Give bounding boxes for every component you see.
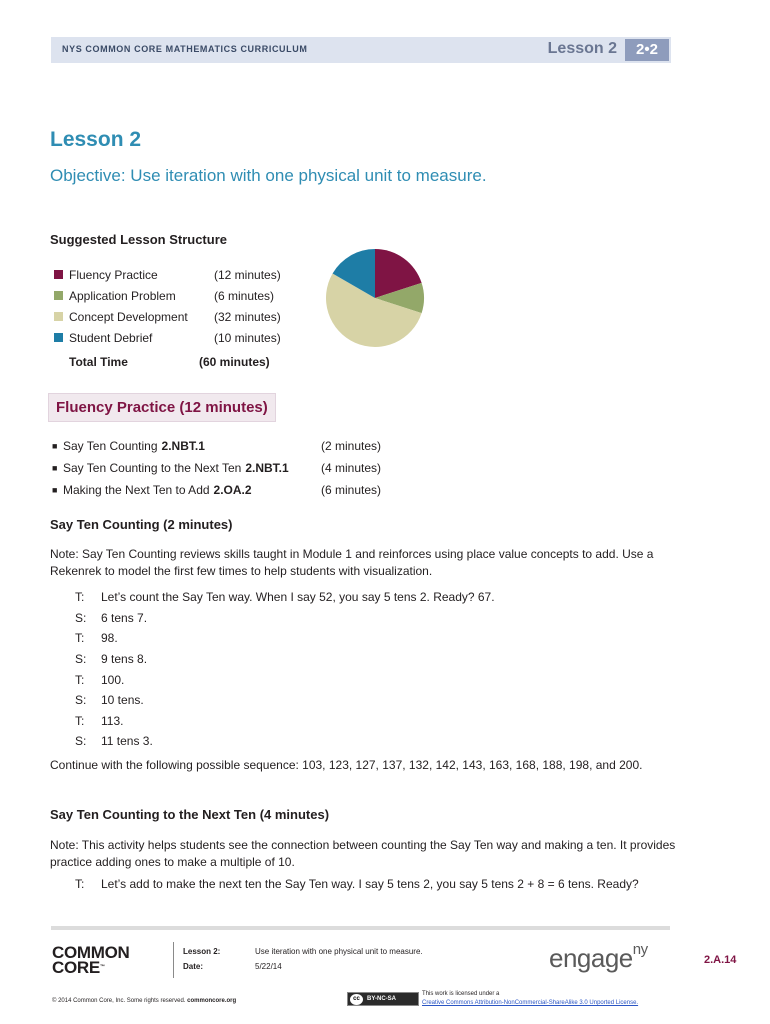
dialog-text: 10 tens. [101,693,144,708]
copyright-site: commoncore.org [187,998,237,1004]
activity-name: Say Ten Counting [63,439,158,453]
structure-item-name: Concept Development [69,309,188,324]
dialog-speaker: S: [75,652,87,667]
activity-standard: 2.NBT.1 [245,461,289,475]
activity-time: (6 minutes) [321,483,382,497]
logo-line: COMMON [52,943,130,962]
dialog-speaker: T: [75,631,85,646]
structure-total-row [54,351,304,372]
cc-icon: cc [350,994,363,1005]
footer-divider [51,926,670,930]
activity-standard: 2.NBT.1 [161,439,205,453]
legend-swatch [54,312,63,321]
license-notice [422,990,638,1008]
legend-swatch [54,291,63,300]
dialog-speaker: T: [75,713,85,728]
structure-item-time: (12 minutes) [214,267,281,282]
dialog-text: 100. [101,672,125,687]
next-ten-note: Note: This activity helps students see the connection between counting the Say Ten way and making a ten. It provides practice adding ones to make a multiple of 10. [50,838,676,869]
say-ten-dialog [75,587,685,752]
logo-trademark: ™ [99,964,105,970]
dialog-speaker: S: [75,734,87,749]
total-time-value: (60 minutes) [199,354,270,369]
creative-commons-badge[interactable] [347,992,419,1006]
dialog-line [75,711,685,732]
dialog-speaker: T: [75,672,85,687]
footer-lesson-label: Lesson 2: [183,947,221,956]
dialog-line [75,608,685,629]
header-lesson-label: Lesson 2 [547,40,617,57]
dialog-text: 9 tens 8. [101,652,148,667]
dialog-text: Let’s add to make the next ten the Say Ten way. I say 5 tens 2, you say 5 tens 2 + 8 = 6 tens. Ready? [101,877,639,892]
next-ten-dialog [75,874,685,895]
copyright-text: © 2014 Common Core, Inc. Some rights reserved. [52,998,188,1004]
dialog-speaker: S: [75,610,87,625]
fluency-practice-heading: Fluency Practice (12 minutes) [48,393,276,422]
dialog-text: 6 tens 7. [101,610,148,625]
engageny-logo [549,943,648,974]
bullet-icon: ■ [52,463,58,473]
structure-row [54,306,304,327]
dialog-text: 11 tens 3. [101,734,153,749]
footer-separator [173,942,174,978]
fluency-activity-list [52,435,412,501]
dialog-line [75,587,685,608]
page-number: 2.A.14 [704,954,737,966]
dialog-line [75,731,685,752]
dialog-text: 98. [101,631,118,646]
dialog-speaker: T: [75,590,85,605]
structure-row [54,264,304,285]
footer-date-label: Date: [183,962,204,971]
bullet-icon: ■ [52,441,58,451]
structure-row [54,327,304,348]
page-header [51,37,671,63]
footer-date-value: 5/22/14 [255,962,282,971]
list-item [52,457,412,479]
structure-list [54,264,304,372]
structure-heading: Suggested Lesson Structure [50,232,227,247]
dialog-text: 113. [101,713,124,728]
common-core-logo [52,945,130,975]
copyright-notice [52,998,236,1004]
cc-badge-text: BY-NC-SA [367,996,397,1002]
logo-line: CORE [52,958,100,977]
engage-word: engage [549,943,633,973]
dialog-speaker: S: [75,693,87,708]
say-ten-counting-heading: Say Ten Counting (2 minutes) [50,517,233,532]
dialog-line [75,669,685,690]
license-text: This work is licensed under a [422,991,500,997]
activity-name: Making the Next Ten to Add [63,483,210,497]
activity-time: (4 minutes) [321,461,382,475]
dialog-line [75,628,685,649]
dialog-speaker: T: [75,877,85,892]
dialog-line [75,649,685,670]
activity-standard: 2.OA.2 [213,483,252,497]
license-link[interactable]: Creative Commons Attribution-NonCommercial-ShareAlike 3.0 Unported License. [422,1000,639,1006]
total-time-label: Total Time [69,354,128,369]
footer-lesson-value: Use iteration with one physical unit to measure. [255,947,423,956]
legend-swatch [54,270,63,279]
list-item [52,435,412,457]
structure-item-time: (6 minutes) [214,288,275,303]
legend-swatch [54,333,63,342]
engage-sup: ny [632,941,648,958]
dialog-line [75,874,685,895]
structure-item-time: (10 minutes) [214,330,281,345]
structure-item-name: Student Debrief [69,330,153,345]
lesson-title: Lesson 2 [50,128,142,151]
structure-item-name: Fluency Practice [69,267,158,282]
list-item [52,479,412,501]
curriculum-title: NYS COMMON CORE MATHEMATICS CURRICULUM [62,44,308,54]
activity-name: Say Ten Counting to the Next Ten [63,461,242,475]
header-module-badge: 2•2 [625,39,669,61]
say-ten-continue-sequence: Continue with the following possible sequence: 103, 123, 127, 137, 132, 142, 143, 163, 168, 188, 198, and 200. [50,758,643,772]
dialog-text: Let’s count the Say Ten way. When I say 52, you say 5 tens 2. Ready? 67. [101,590,495,605]
say-ten-note: Note: Say Ten Counting reviews skills taught in Module 1 and reinforces using place value concepts to add. Use a Rekenrek to model the first few times to help students with visualization. [50,547,654,578]
structure-row [54,285,304,306]
lesson-structure-pie-chart [325,248,425,348]
activity-time: (2 minutes) [321,439,382,453]
structure-item-name: Application Problem [69,288,176,303]
bullet-icon: ■ [52,485,58,495]
dialog-line [75,690,685,711]
structure-item-time: (32 minutes) [214,309,281,324]
lesson-objective: Objective: Use iteration with one physical unit to measure. [50,166,487,185]
next-ten-heading: Say Ten Counting to the Next Ten (4 minutes) [50,807,330,822]
